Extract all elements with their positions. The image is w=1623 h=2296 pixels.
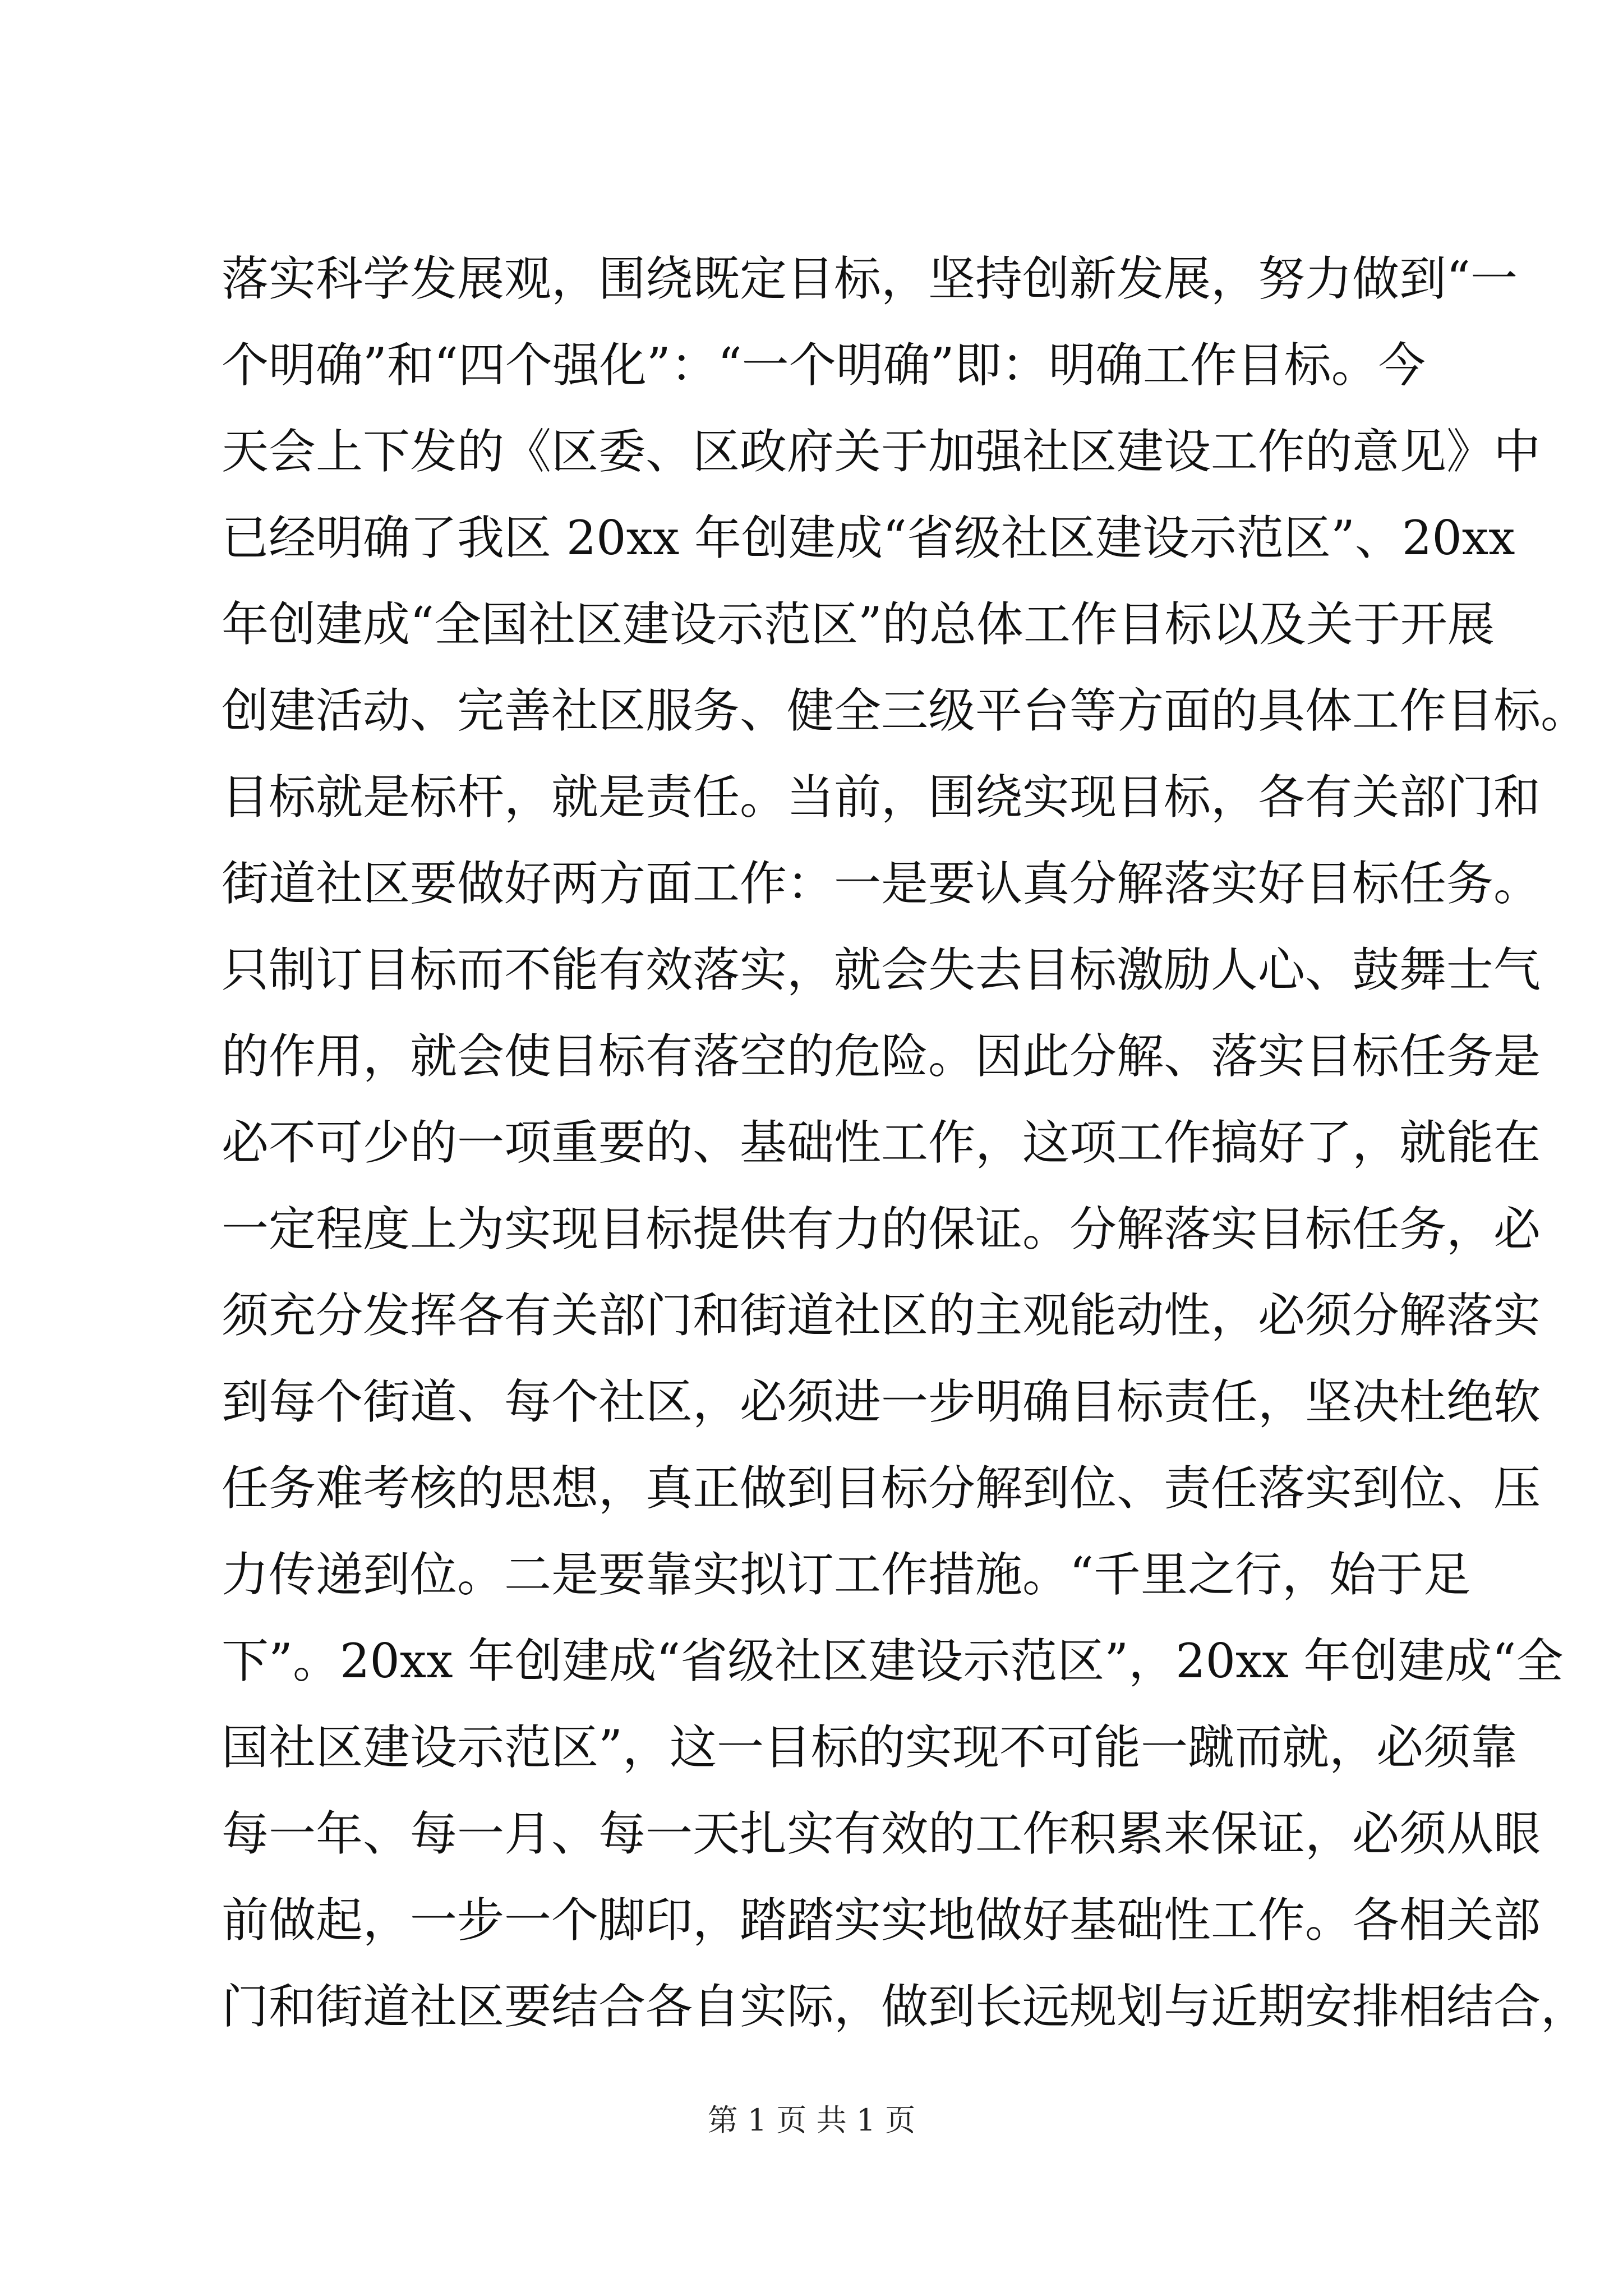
text-line: 街道社区要做好两方面工作：一是要认真分解落实好目标任务。 (222, 856, 1541, 911)
text-line: 必不可少的一项重要的、基础性工作，这项工作搞好了，就能在 (222, 1115, 1541, 1170)
text-line: 任务难考核的思想，真正做到目标分解到位、责任落实到位、压 (222, 1461, 1541, 1516)
text-line: 的作用，就会使目标有落空的危险。因此分解、落实目标任务是 (222, 1029, 1541, 1084)
text-line: 创建活动、完善社区服务、健全三级平台等方面的具体工作目标。 (222, 683, 1588, 738)
text-line: 力传递到位。二是要靠实拟订工作措施。“千里之行，始于足 (222, 1547, 1470, 1602)
text-line: 只制订目标而不能有效落实，就会失去目标激励人心、鼓舞士气 (222, 942, 1541, 997)
text-line: 已经明确了我区 20xx 年创建成“省级社区建设示范区”、20xx (222, 510, 1515, 565)
page-footer (0, 2098, 1623, 2143)
text-line: 下”。20xx 年创建成“省级社区建设示范区”，20xx 年创建成“全 (222, 1634, 1564, 1688)
text-line: 目标就是标杆，就是责任。当前，围绕实现目标，各有关部门和 (222, 770, 1541, 825)
text-line: 个明确”和“四个强化”：“一个明确”即：明确工作目标。今 (222, 338, 1426, 393)
text-line: 前做起，一步一个脚印，踏踏实实地做好基础性工作。各相关部 (222, 1893, 1541, 1948)
body-paragraph (222, 236, 1588, 2050)
text-line: 每一年、每一月、每一天扎实有效的工作积累来保证，必须从眼 (222, 1806, 1541, 1861)
text-line: 一定程度上为实现目标提供有力的保证。分解落实目标任务，必 (222, 1202, 1541, 1257)
text-line: 年创建成“全国社区建设示范区”的总体工作目标以及关于开展 (222, 597, 1495, 652)
text-line: 国社区建设示范区”，这一目标的实现不可能一蹴而就，必须靠 (222, 1720, 1518, 1775)
text-line: 到每个街道、每个社区，必须进一步明确目标责任，坚决杜绝软 (222, 1374, 1541, 1429)
text-line: 须充分发挥各有关部门和街道社区的主观能动性，必须分解落实 (222, 1288, 1541, 1343)
text-line: 门和街道社区要结合各自实际，做到长远规划与近期安排相结合， (222, 1979, 1588, 2034)
page-number-label: 第 1 页 共 1 页 (707, 2102, 916, 2138)
text-line: 天会上下发的《区委、区政府关于加强社区建设工作的意见》中 (222, 424, 1541, 479)
text-line: 落实科学发展观，围绕既定目标，坚持创新发展，努力做到“一 (222, 251, 1518, 306)
